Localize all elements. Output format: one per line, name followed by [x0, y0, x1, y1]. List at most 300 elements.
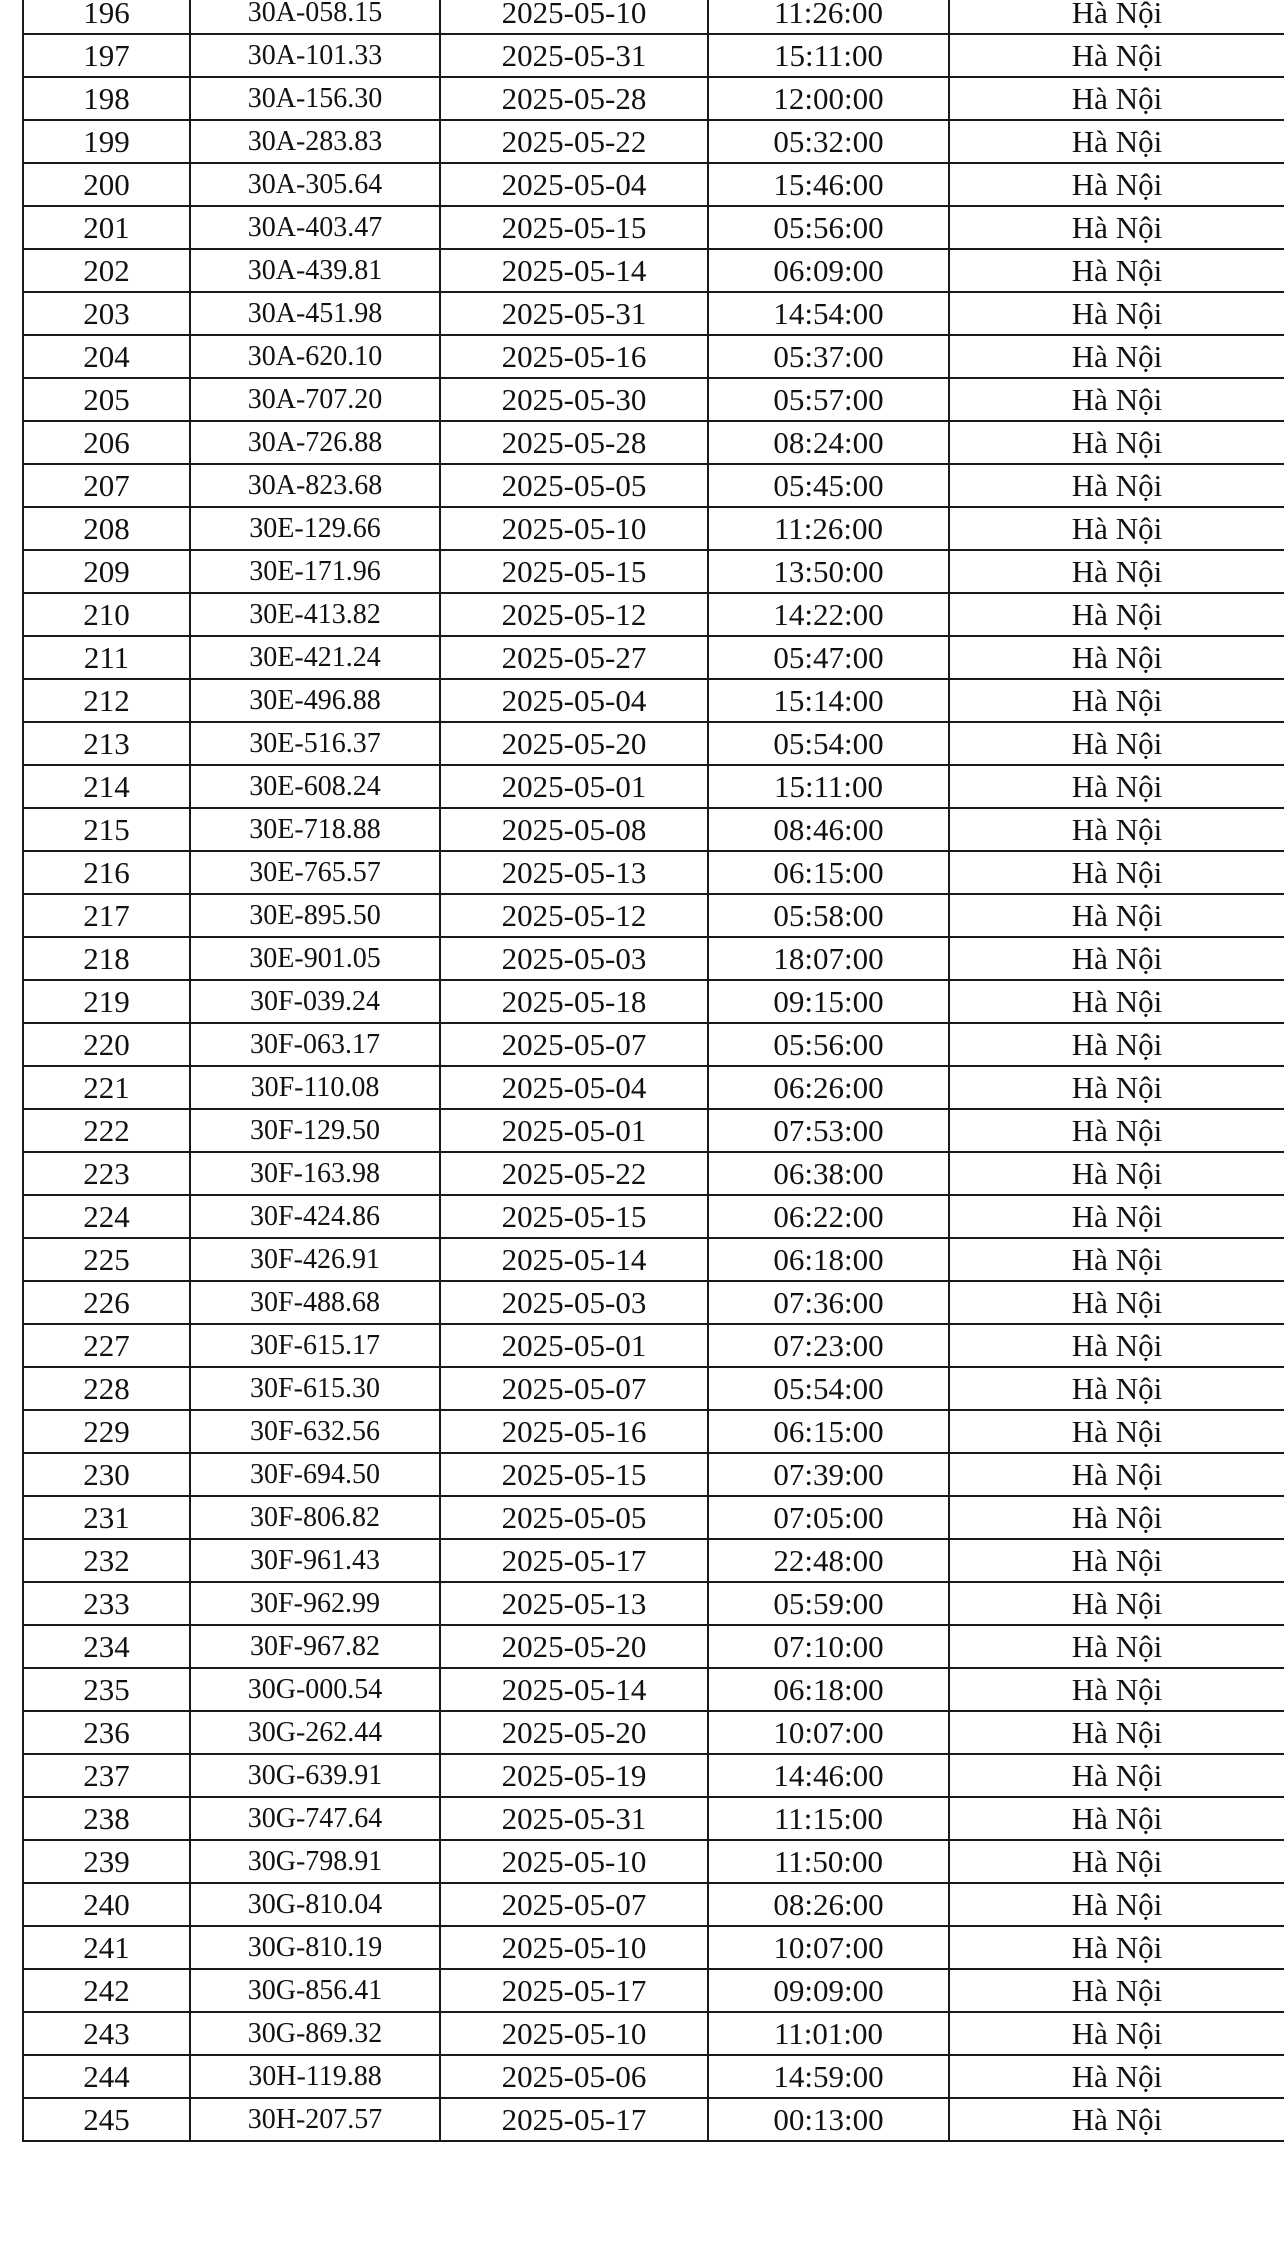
table-row [23, 1066, 1284, 1109]
time-cell: 05:37:00 [708, 335, 949, 378]
location-cell: Hà Nội [949, 34, 1284, 77]
table-row [23, 1367, 1284, 1410]
table-row [23, 1109, 1284, 1152]
table-row [23, 2012, 1284, 2055]
row-number-cell: 217 [23, 894, 190, 937]
location-cell: Hà Nội [949, 1410, 1284, 1453]
row-number-cell: 245 [23, 2098, 190, 2141]
location-cell: Hà Nội [949, 507, 1284, 550]
row-number-cell: 196 [23, 0, 190, 34]
row-number-cell: 213 [23, 722, 190, 765]
row-number-cell: 241 [23, 1926, 190, 1969]
date-cell: 2025-05-31 [440, 34, 708, 77]
table-row [23, 1496, 1284, 1539]
table-row [23, 335, 1284, 378]
license-plate-cell: 30A-451.98 [190, 292, 440, 335]
location-cell: Hà Nội [949, 378, 1284, 421]
table-row [23, 1238, 1284, 1281]
license-plate-cell: 30F-967.82 [190, 1625, 440, 1668]
date-cell: 2025-05-15 [440, 550, 708, 593]
date-cell: 2025-05-01 [440, 1109, 708, 1152]
time-cell: 08:24:00 [708, 421, 949, 464]
location-cell: Hà Nội [949, 1023, 1284, 1066]
date-cell: 2025-05-04 [440, 163, 708, 206]
location-cell: Hà Nội [949, 1324, 1284, 1367]
table-row [23, 1926, 1284, 1969]
table-row [23, 1023, 1284, 1066]
license-plate-cell: 30E-608.24 [190, 765, 440, 808]
table-row [23, 1840, 1284, 1883]
date-cell: 2025-05-01 [440, 765, 708, 808]
time-cell: 07:39:00 [708, 1453, 949, 1496]
table-row [23, 636, 1284, 679]
row-number-cell: 244 [23, 2055, 190, 2098]
location-cell: Hà Nội [949, 335, 1284, 378]
time-cell: 11:01:00 [708, 2012, 949, 2055]
row-number-cell: 199 [23, 120, 190, 163]
time-cell: 06:18:00 [708, 1238, 949, 1281]
time-cell: 07:10:00 [708, 1625, 949, 1668]
row-number-cell: 242 [23, 1969, 190, 2012]
location-cell: Hà Nội [949, 765, 1284, 808]
date-cell: 2025-05-12 [440, 894, 708, 937]
row-number-cell: 238 [23, 1797, 190, 1840]
time-cell: 11:26:00 [708, 0, 949, 34]
row-number-cell: 205 [23, 378, 190, 421]
table-row [23, 980, 1284, 1023]
date-cell: 2025-05-10 [440, 507, 708, 550]
date-cell: 2025-05-28 [440, 77, 708, 120]
date-cell: 2025-05-15 [440, 206, 708, 249]
table-row [23, 1754, 1284, 1797]
location-cell: Hà Nội [949, 77, 1284, 120]
date-cell: 2025-05-31 [440, 1797, 708, 1840]
location-cell: Hà Nội [949, 1152, 1284, 1195]
row-number-cell: 236 [23, 1711, 190, 1754]
license-plate-cell: 30F-424.86 [190, 1195, 440, 1238]
license-plate-cell: 30A-058.15 [190, 0, 440, 34]
time-cell: 10:07:00 [708, 1711, 949, 1754]
time-cell: 05:32:00 [708, 120, 949, 163]
table-row [23, 1625, 1284, 1668]
license-plate-cell: 30E-895.50 [190, 894, 440, 937]
time-cell: 09:09:00 [708, 1969, 949, 2012]
table-row [23, 206, 1284, 249]
location-cell: Hà Nội [949, 206, 1284, 249]
table-row [23, 2055, 1284, 2098]
row-number-cell: 221 [23, 1066, 190, 1109]
time-cell: 05:45:00 [708, 464, 949, 507]
license-plate-cell: 30A-823.68 [190, 464, 440, 507]
document-page [22, 0, 1284, 2142]
time-cell: 08:46:00 [708, 808, 949, 851]
row-number-cell: 229 [23, 1410, 190, 1453]
time-cell: 09:15:00 [708, 980, 949, 1023]
license-plate-cell: 30F-615.30 [190, 1367, 440, 1410]
table-row [23, 1195, 1284, 1238]
license-plate-cell: 30E-171.96 [190, 550, 440, 593]
license-plate-cell: 30A-620.10 [190, 335, 440, 378]
date-cell: 2025-05-14 [440, 1668, 708, 1711]
time-cell: 05:57:00 [708, 378, 949, 421]
license-plate-cell: 30H-207.57 [190, 2098, 440, 2141]
date-cell: 2025-05-10 [440, 1926, 708, 1969]
license-plate-cell: 30F-806.82 [190, 1496, 440, 1539]
license-plate-cell: 30F-961.43 [190, 1539, 440, 1582]
location-cell: Hà Nội [949, 1195, 1284, 1238]
location-cell: Hà Nội [949, 1539, 1284, 1582]
row-number-cell: 240 [23, 1883, 190, 1926]
date-cell: 2025-05-07 [440, 1023, 708, 1066]
table-row [23, 1281, 1284, 1324]
row-number-cell: 206 [23, 421, 190, 464]
time-cell: 06:18:00 [708, 1668, 949, 1711]
time-cell: 15:46:00 [708, 163, 949, 206]
date-cell: 2025-05-10 [440, 2012, 708, 2055]
license-plate-cell: 30E-413.82 [190, 593, 440, 636]
location-cell: Hà Nội [949, 1367, 1284, 1410]
date-cell: 2025-05-15 [440, 1453, 708, 1496]
row-number-cell: 232 [23, 1539, 190, 1582]
row-number-cell: 235 [23, 1668, 190, 1711]
time-cell: 14:54:00 [708, 292, 949, 335]
license-plate-cell: 30E-421.24 [190, 636, 440, 679]
time-cell: 05:56:00 [708, 206, 949, 249]
row-number-cell: 239 [23, 1840, 190, 1883]
time-cell: 11:26:00 [708, 507, 949, 550]
license-plate-cell: 30F-962.99 [190, 1582, 440, 1625]
license-plate-cell: 30G-639.91 [190, 1754, 440, 1797]
date-cell: 2025-05-22 [440, 1152, 708, 1195]
location-cell: Hà Nội [949, 1969, 1284, 2012]
license-plate-cell: 30E-516.37 [190, 722, 440, 765]
row-number-cell: 234 [23, 1625, 190, 1668]
table-row [23, 679, 1284, 722]
date-cell: 2025-05-14 [440, 249, 708, 292]
time-cell: 05:54:00 [708, 722, 949, 765]
table-row [23, 2098, 1284, 2141]
row-number-cell: 200 [23, 163, 190, 206]
table-row [23, 765, 1284, 808]
date-cell: 2025-05-17 [440, 2098, 708, 2141]
time-cell: 15:11:00 [708, 765, 949, 808]
location-cell: Hà Nội [949, 1066, 1284, 1109]
license-plate-cell: 30A-156.30 [190, 77, 440, 120]
table-row [23, 1152, 1284, 1195]
license-plate-cell: 30A-707.20 [190, 378, 440, 421]
time-cell: 05:58:00 [708, 894, 949, 937]
license-plate-cell: 30G-798.91 [190, 1840, 440, 1883]
license-plate-cell: 30A-283.83 [190, 120, 440, 163]
row-number-cell: 230 [23, 1453, 190, 1496]
time-cell: 07:05:00 [708, 1496, 949, 1539]
license-plate-cell: 30A-403.47 [190, 206, 440, 249]
row-number-cell: 208 [23, 507, 190, 550]
location-cell: Hà Nội [949, 1238, 1284, 1281]
location-cell: Hà Nội [949, 1109, 1284, 1152]
license-plate-cell: 30E-901.05 [190, 937, 440, 980]
table-row [23, 421, 1284, 464]
location-cell: Hà Nội [949, 1453, 1284, 1496]
table-row [23, 34, 1284, 77]
location-cell: Hà Nội [949, 2055, 1284, 2098]
row-number-cell: 224 [23, 1195, 190, 1238]
table-row [23, 593, 1284, 636]
time-cell: 06:38:00 [708, 1152, 949, 1195]
row-number-cell: 227 [23, 1324, 190, 1367]
time-cell: 07:23:00 [708, 1324, 949, 1367]
row-number-cell: 197 [23, 34, 190, 77]
date-cell: 2025-05-16 [440, 1410, 708, 1453]
date-cell: 2025-05-01 [440, 1324, 708, 1367]
date-cell: 2025-05-07 [440, 1883, 708, 1926]
row-number-cell: 212 [23, 679, 190, 722]
date-cell: 2025-05-05 [440, 1496, 708, 1539]
location-cell: Hà Nội [949, 593, 1284, 636]
table-row [23, 894, 1284, 937]
table-row [23, 1324, 1284, 1367]
time-cell: 07:36:00 [708, 1281, 949, 1324]
date-cell: 2025-05-30 [440, 378, 708, 421]
date-cell: 2025-05-05 [440, 464, 708, 507]
license-plate-cell: 30F-488.68 [190, 1281, 440, 1324]
table-row [23, 120, 1284, 163]
row-number-cell: 233 [23, 1582, 190, 1625]
time-cell: 18:07:00 [708, 937, 949, 980]
date-cell: 2025-05-06 [440, 2055, 708, 2098]
row-number-cell: 209 [23, 550, 190, 593]
time-cell: 06:15:00 [708, 1410, 949, 1453]
license-plate-cell: 30A-439.81 [190, 249, 440, 292]
location-cell: Hà Nội [949, 636, 1284, 679]
row-number-cell: 203 [23, 292, 190, 335]
time-cell: 08:26:00 [708, 1883, 949, 1926]
date-cell: 2025-05-18 [440, 980, 708, 1023]
violation-table [22, 0, 1284, 2142]
row-number-cell: 201 [23, 206, 190, 249]
license-plate-cell: 30G-810.19 [190, 1926, 440, 1969]
table-row [23, 1410, 1284, 1453]
date-cell: 2025-05-10 [440, 0, 708, 34]
time-cell: 05:54:00 [708, 1367, 949, 1410]
time-cell: 07:53:00 [708, 1109, 949, 1152]
license-plate-cell: 30G-856.41 [190, 1969, 440, 2012]
row-number-cell: 207 [23, 464, 190, 507]
license-plate-cell: 30F-063.17 [190, 1023, 440, 1066]
date-cell: 2025-05-20 [440, 1711, 708, 1754]
table-row [23, 292, 1284, 335]
license-plate-cell: 30A-726.88 [190, 421, 440, 464]
license-plate-cell: 30E-718.88 [190, 808, 440, 851]
row-number-cell: 225 [23, 1238, 190, 1281]
date-cell: 2025-05-04 [440, 1066, 708, 1109]
table-row [23, 722, 1284, 765]
date-cell: 2025-05-07 [440, 1367, 708, 1410]
row-number-cell: 219 [23, 980, 190, 1023]
date-cell: 2025-05-08 [440, 808, 708, 851]
license-plate-cell: 30F-163.98 [190, 1152, 440, 1195]
time-cell: 12:00:00 [708, 77, 949, 120]
table-row [23, 163, 1284, 206]
location-cell: Hà Nội [949, 1496, 1284, 1539]
location-cell: Hà Nội [949, 808, 1284, 851]
table-row [23, 1797, 1284, 1840]
row-number-cell: 231 [23, 1496, 190, 1539]
row-number-cell: 216 [23, 851, 190, 894]
time-cell: 06:26:00 [708, 1066, 949, 1109]
table-row [23, 1539, 1284, 1582]
license-plate-cell: 30A-305.64 [190, 163, 440, 206]
license-plate-cell: 30F-632.56 [190, 1410, 440, 1453]
row-number-cell: 198 [23, 77, 190, 120]
table-row [23, 1883, 1284, 1926]
date-cell: 2025-05-17 [440, 1539, 708, 1582]
location-cell: Hà Nội [949, 292, 1284, 335]
date-cell: 2025-05-16 [440, 335, 708, 378]
license-plate-cell: 30H-119.88 [190, 2055, 440, 2098]
location-cell: Hà Nội [949, 851, 1284, 894]
table-row [23, 1969, 1284, 2012]
date-cell: 2025-05-19 [440, 1754, 708, 1797]
row-number-cell: 202 [23, 249, 190, 292]
location-cell: Hà Nội [949, 2098, 1284, 2141]
license-plate-cell: 30F-615.17 [190, 1324, 440, 1367]
license-plate-cell: 30F-694.50 [190, 1453, 440, 1496]
location-cell: Hà Nội [949, 249, 1284, 292]
location-cell: Hà Nội [949, 894, 1284, 937]
time-cell: 14:22:00 [708, 593, 949, 636]
date-cell: 2025-05-20 [440, 1625, 708, 1668]
license-plate-cell: 30F-426.91 [190, 1238, 440, 1281]
row-number-cell: 210 [23, 593, 190, 636]
row-number-cell: 204 [23, 335, 190, 378]
date-cell: 2025-05-28 [440, 421, 708, 464]
date-cell: 2025-05-13 [440, 851, 708, 894]
table-row [23, 77, 1284, 120]
location-cell: Hà Nội [949, 120, 1284, 163]
time-cell: 22:48:00 [708, 1539, 949, 1582]
date-cell: 2025-05-10 [440, 1840, 708, 1883]
row-number-cell: 226 [23, 1281, 190, 1324]
table-row [23, 808, 1284, 851]
time-cell: 11:15:00 [708, 1797, 949, 1840]
violation-table-body [23, 0, 1284, 2141]
table-row [23, 851, 1284, 894]
location-cell: Hà Nội [949, 550, 1284, 593]
time-cell: 06:09:00 [708, 249, 949, 292]
table-row [23, 0, 1284, 34]
location-cell: Hà Nội [949, 722, 1284, 765]
date-cell: 2025-05-31 [440, 292, 708, 335]
date-cell: 2025-05-27 [440, 636, 708, 679]
location-cell: Hà Nội [949, 163, 1284, 206]
time-cell: 14:59:00 [708, 2055, 949, 2098]
license-plate-cell: 30E-129.66 [190, 507, 440, 550]
time-cell: 06:15:00 [708, 851, 949, 894]
license-plate-cell: 30F-129.50 [190, 1109, 440, 1152]
row-number-cell: 211 [23, 636, 190, 679]
license-plate-cell: 30G-747.64 [190, 1797, 440, 1840]
location-cell: Hà Nội [949, 421, 1284, 464]
time-cell: 05:56:00 [708, 1023, 949, 1066]
location-cell: Hà Nội [949, 2012, 1284, 2055]
time-cell: 00:13:00 [708, 2098, 949, 2141]
location-cell: Hà Nội [949, 1281, 1284, 1324]
location-cell: Hà Nội [949, 1625, 1284, 1668]
date-cell: 2025-05-03 [440, 1281, 708, 1324]
table-row [23, 1711, 1284, 1754]
time-cell: 15:14:00 [708, 679, 949, 722]
time-cell: 14:46:00 [708, 1754, 949, 1797]
time-cell: 05:47:00 [708, 636, 949, 679]
time-cell: 11:50:00 [708, 1840, 949, 1883]
location-cell: Hà Nội [949, 980, 1284, 1023]
table-row [23, 249, 1284, 292]
row-number-cell: 237 [23, 1754, 190, 1797]
date-cell: 2025-05-20 [440, 722, 708, 765]
date-cell: 2025-05-03 [440, 937, 708, 980]
row-number-cell: 220 [23, 1023, 190, 1066]
table-row [23, 464, 1284, 507]
date-cell: 2025-05-17 [440, 1969, 708, 2012]
location-cell: Hà Nội [949, 1926, 1284, 1969]
license-plate-cell: 30G-262.44 [190, 1711, 440, 1754]
row-number-cell: 243 [23, 2012, 190, 2055]
license-plate-cell: 30G-869.32 [190, 2012, 440, 2055]
date-cell: 2025-05-14 [440, 1238, 708, 1281]
location-cell: Hà Nội [949, 1797, 1284, 1840]
location-cell: Hà Nội [949, 1668, 1284, 1711]
location-cell: Hà Nội [949, 464, 1284, 507]
table-row [23, 1668, 1284, 1711]
license-plate-cell: 30G-810.04 [190, 1883, 440, 1926]
location-cell: Hà Nội [949, 1711, 1284, 1754]
time-cell: 15:11:00 [708, 34, 949, 77]
location-cell: Hà Nội [949, 679, 1284, 722]
location-cell: Hà Nội [949, 1582, 1284, 1625]
location-cell: Hà Nội [949, 1883, 1284, 1926]
license-plate-cell: 30F-110.08 [190, 1066, 440, 1109]
time-cell: 06:22:00 [708, 1195, 949, 1238]
table-row [23, 507, 1284, 550]
date-cell: 2025-05-15 [440, 1195, 708, 1238]
license-plate-cell: 30E-765.57 [190, 851, 440, 894]
table-row [23, 937, 1284, 980]
table-row [23, 1582, 1284, 1625]
row-number-cell: 223 [23, 1152, 190, 1195]
date-cell: 2025-05-22 [440, 120, 708, 163]
time-cell: 10:07:00 [708, 1926, 949, 1969]
table-row [23, 378, 1284, 421]
license-plate-cell: 30F-039.24 [190, 980, 440, 1023]
table-row [23, 550, 1284, 593]
time-cell: 05:59:00 [708, 1582, 949, 1625]
location-cell: Hà Nội [949, 937, 1284, 980]
date-cell: 2025-05-12 [440, 593, 708, 636]
location-cell: Hà Nội [949, 1840, 1284, 1883]
date-cell: 2025-05-13 [440, 1582, 708, 1625]
location-cell: Hà Nội [949, 0, 1284, 34]
row-number-cell: 214 [23, 765, 190, 808]
table-row [23, 1453, 1284, 1496]
license-plate-cell: 30G-000.54 [190, 1668, 440, 1711]
location-cell: Hà Nội [949, 1754, 1284, 1797]
row-number-cell: 228 [23, 1367, 190, 1410]
time-cell: 13:50:00 [708, 550, 949, 593]
date-cell: 2025-05-04 [440, 679, 708, 722]
license-plate-cell: 30E-496.88 [190, 679, 440, 722]
license-plate-cell: 30A-101.33 [190, 34, 440, 77]
